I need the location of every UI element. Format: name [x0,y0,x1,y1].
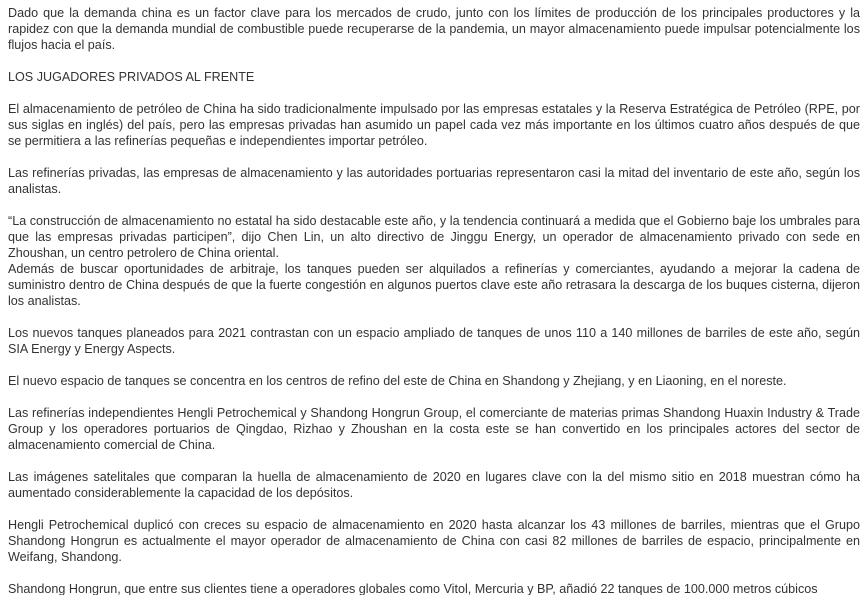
paragraph-tank-locations: El nuevo espacio de tanques se concentra en los centros de refino del este de China en Shandong y Zhejiang, y en Liaoning, en el noreste. [8,374,787,388]
paragraph-hengli-hongrun: Hengli Petrochemical duplicó con creces su espacio de almacenamiento en 2020 hasta alcanzar los 43 millones de barriles, mientras que el Grupo Shandong Hongrun es actualmente el mayor operador de almacenamiento de China con casi 82 millones de barriles de espacio, principalmente en Weifang, Shandong. [8,518,860,564]
section-heading: LOS JUGADORES PRIVADOS AL FRENTE [8,70,255,84]
paragraph-private-refineries: Las refinerías privadas, las empresas de almacenamiento y las autoridades portuarias representaron casi la mitad del inventario de este año, según los analistas. [8,166,860,196]
paragraph-independent-refineries: Las refinerías independientes Hengli Petrochemical y Shandong Hongrun Group, el comerciante de materias primas Shandong Huaxin Industry & Trade Group y los operadores portuarios de Qingdao, Rizhao y Zhoushan en la costa este se han convertido en los principales actores del sector de almacenamiento comercial de China. [8,406,860,452]
paragraph-storage-history: El almacenamiento de petróleo de China ha sido tradicionalmente impulsado por las empresas estatales y la Reserva Estratégica de Petróleo (RPE, por sus siglas en inglés) del país, pero las empresas privadas han asumido un papel cada vez más importante en los últimos cuatro años después de que se permitiera a las refinerías pequeñas e independientes importar petróleo. [8,102,860,148]
paragraph-new-tanks-2021: Los nuevos tanques planeados para 2021 contrastan con un espacio ampliado de tanques de unos 110 a 140 millones de barriles de este año, según SIA Energy y Energy Aspects. [8,326,860,356]
paragraph-shandong-hongrun-clients: Shandong Hongrun, que entre sus clientes tiene a operadores globales como Vitol, Mercuria y BP, añadió 22 tanques de 100.000 metros cúbicos [8,582,818,595]
paragraph-quote-chen-lin: “La construcción de almacenamiento no estatal ha sido destacable este año, y la tendencia continuará a medida que el Gobierno baje los umbrales para que las empresas privadas participen”, dijo Chen Lin, un alto directivo de Jinggu Energy, un operador de almacenamiento privado con sede en Zhoushan, un centro petrolero de China oriental. [8,214,860,260]
paragraph-satellite-images: Las imágenes satelitales que comparan la huella de almacenamiento de 2020 en lugares clave con la del mismo sitio en 2018 muestran cómo ha aumentado considerablemente la capacidad de los depósitos. [8,470,860,500]
paragraph-intro: Dado que la demanda china es un factor clave para los mercados de crudo, junto con los límites de producción de los principales productores y la rapidez con que la demanda mundial de combustible puede recuperarse de la pandemia, un mayor almacenamiento puede impulsar potencialmente los flujos hacia el país. [8,6,860,52]
paragraph-arbitrage: Además de buscar oportunidades de arbitraje, los tanques pueden ser alquilados a refinerías y comerciantes, ayudando a mejorar la cadena de suministro dentro de China después de que la fuerte congestión en algunos puertos clave este año retrasara la descarga de los buques cisterna, dijeron los analistas. [8,262,860,308]
